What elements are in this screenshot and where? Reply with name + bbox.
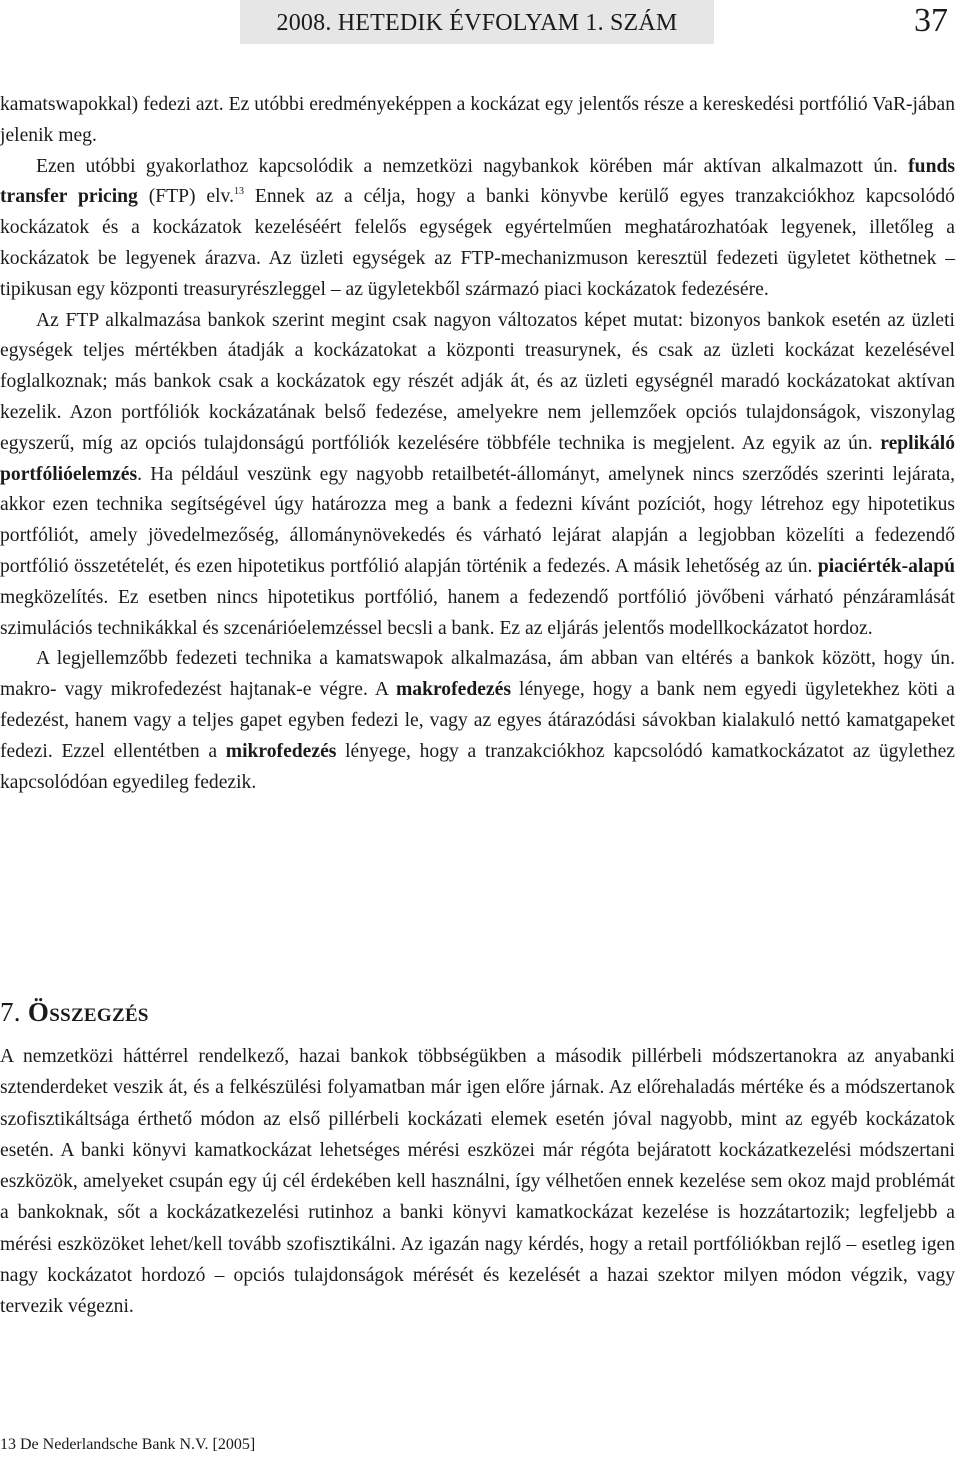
running-header <box>240 0 714 44</box>
journal-issue-title: 2008. HETEDIK ÉVFOLYAM 1. SZÁM <box>276 9 678 36</box>
paragraph-4 <box>0 644 955 798</box>
summary-section-text <box>0 1041 955 1323</box>
paragraph-1 <box>0 90 955 152</box>
section-title: Összegzés <box>27 997 149 1027</box>
paragraph-2-text-a: Ezen utóbbi gyakorlathoz kapcsolódik a nemzetközi nagybankok körében már aktívan alkalmazott ún. <box>36 155 909 177</box>
term-replikalo-portfolioelemzes: replikáló portfólióelemzés <box>0 432 955 485</box>
term-mikrofedezes: mikrofedezés <box>225 740 337 762</box>
main-body-text <box>0 90 955 798</box>
term-piacierték-alapu: piaciérték-alapú <box>817 555 955 577</box>
term-funds-transfer-pricing: funds transfer pricing <box>0 155 955 208</box>
paragraph-1-text: kamatswapokkal) fedezi azt. Ez utóbbi eredményeképpen a kockázat egy jelentős része a kereskedési portfólió VaR-jában jelenik meg. <box>0 94 955 146</box>
paragraph-2-text-d: Ennek az a célja, hogy a banki könyvbe kerülő egyes tranzakciókhoz kapcsolódó kockázatok és a kockázatok kezeléséért felelős egységek egyértelműen meghatározhatóak legyenek, illetőleg a kockázatok be legyenek árazva. Az üzleti egységek az FTP-mechanizmuson keresztül fedezeti ügyletet köthetnek – tipikusan egy központi treasuryrészleggel – az ügyletekből származó piaci kockázatok fedezésére. <box>0 186 955 300</box>
section-number: 7. <box>0 997 21 1027</box>
paragraph-2 <box>0 152 955 306</box>
section-heading <box>0 997 149 1028</box>
paragraph-4-text-e: lényege, hogy a tranzakciókhoz kapcsolódó kamatkockázatot az ügylethez kapcsolódóan egyedileg fedezik. <box>0 740 955 793</box>
paragraph-4-text-a: A legjellemzőbb fedezeti technika a kamatswapok alkalmazása, ám abban van eltérés a bankok között, hogy ún. makro- vagy mikrofedezést hajtanak-e végre. A <box>0 648 955 701</box>
paragraph-3-text-a: Az FTP alkalmazása bankok szerint megint csak nagyon változatos képet mutat: bizonyos bankok esetén az üzleti egységek teljes mértékben átadják a kockázatokat a központi treasurynek, és csak az üzleti kockázat kezelésével foglalkoznak; más bankok csak a kockázatok egy részét adják át, és az üzleti egységnél maradó kockázatokat aktívan kezelik. Azon portfóliók kockázatának belső fedezése, amelyekre nem jellemzőek opciós tulajdonságok, viszonylag egyszerű, míg az opciós tulajdonságú portfóliók kezelésére többféle technika is megjelent. Az egyik az ún. <box>0 309 955 454</box>
page-number: 37 <box>914 2 948 39</box>
footnote-13: 13 De Nederlandsche Bank N.V. [2005] <box>0 1436 256 1453</box>
paragraph-3-text-e: megközelítés. Ez esetben nincs hipotetikus portfólió, hanem a fedezendő portfólió jövőbeni várható pénzáramlását szimulációs technikákkal és szcenárióelemzéssel becsli a bank. Ez az eljárás jelentős modellkockázatot hordoz. <box>0 586 955 639</box>
paragraph-3 <box>0 306 955 645</box>
paragraph-2-text-c: (FTP) elv. <box>137 186 234 208</box>
paragraph-4-text-c: lényege, hogy a bank nem egyedi ügyletekhez köti a fedezést, hanem vagy a teljes gapet egyben fedezi le, vagy az egyes átárazódási sávokban kialakuló nettó kamatgapeket fedezi. Ezzel ellentétben a <box>0 679 956 762</box>
term-makrofedezes: makrofedezés <box>395 679 511 701</box>
paragraph-3-text-c: . Ha például veszünk egy nagyobb retailbetét-állományt, amelynek nincs szerződés szerinti lejárata, akkor ezen technika segítségével úgy határozza meg a bank a fedezni kívánt pozíciót, hogy létrehoz egy hipotetikus portfóliót, amely jövedelmezőség, állománynövekedés és várható lejárat alapján a legjobban közelíti a fedezendő portfólió összetételét, és ezen hipotetikus portfólió alapján történik a fedezés. A másik lehetőség az ún. <box>0 463 955 577</box>
summary-paragraph: A nemzetközi háttérrel rendelkező, hazai bankok többségükben a második pillérbeli módszertanokra az anyabanki sztenderdeket veszik át, és a felkészülési folyamatban már igen előre járnak. Az előrehaladás mértéke és a módszertanok szofisztikáltsága érthető módon az első pillérbeli kockázati elemek esetén jóval nagyobb, mint az egyéb kockázatok esetén. A banki könyvi kamatkockázat lehetséges mérési eszközei már régóta bejáratott kockázatkezelési módszertani eszközök, amelyeket csupán egy új cél érdekében kell használni, így vélhetően ennek kezelése sem okoz majd problémát a bankoknak, sőt a kockázatkezelési rutinhoz a banki könyvi kamatkockázat kezelése is hozzátartozik; legfeljebb a mérési eszközöket lehet/kell tovább szofisztikálni. Az igazán nagy kérdés, hogy a retail portfóliókban rejlő – esetleg igen nagy kockázatot hordozó – opciós tulajdonságok mérését és kezelését a hazai szektor milyen módon végzik, vagy tervezik végezni. <box>0 1046 955 1318</box>
footnote-reference-13: 13 <box>233 186 244 198</box>
